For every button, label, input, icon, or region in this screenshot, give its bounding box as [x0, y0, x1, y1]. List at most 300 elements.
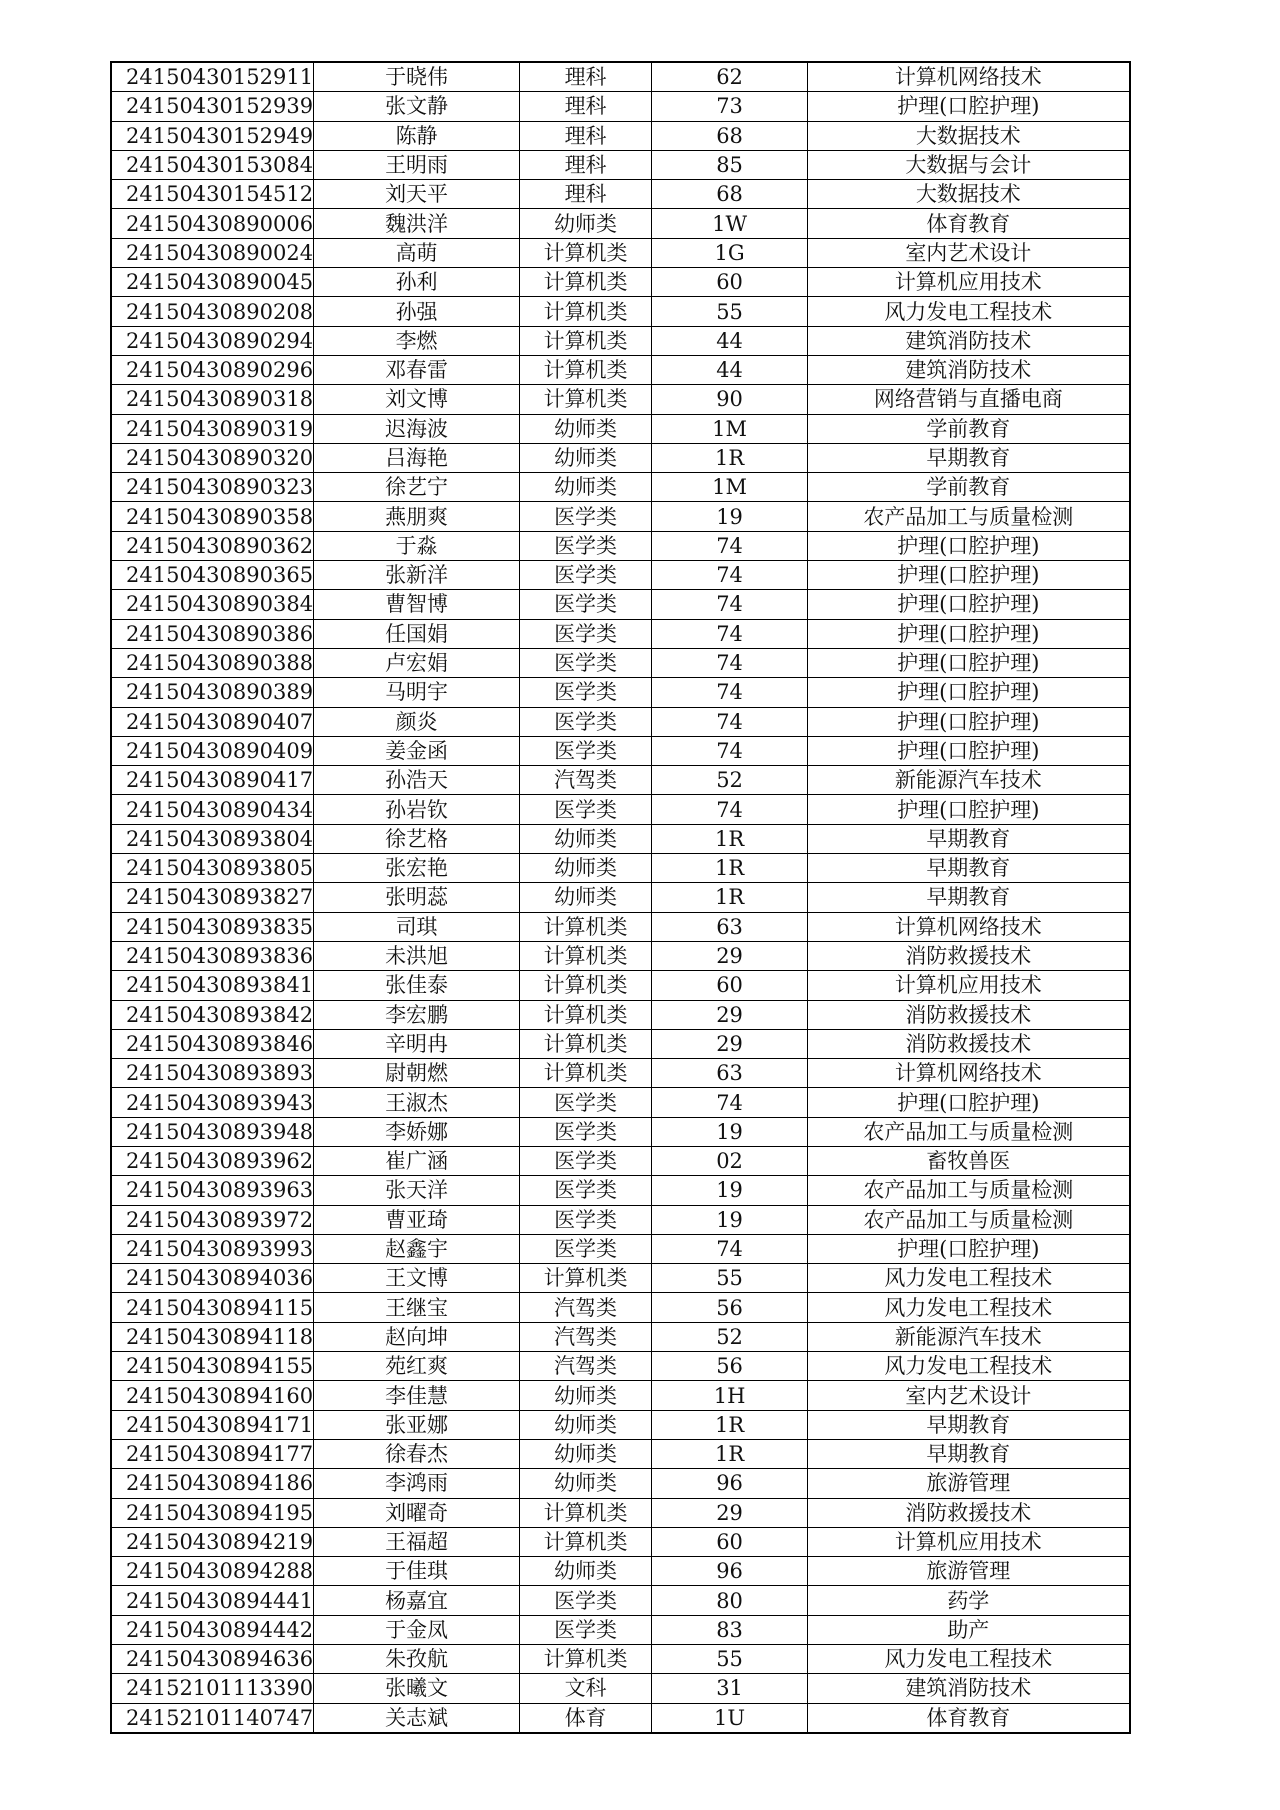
name-cell: 张明蕊	[314, 883, 520, 912]
name-cell: 未洪旭	[314, 941, 520, 970]
candidate-id-cell: 24150430890362	[111, 531, 314, 560]
category-cell: 汽驾类	[520, 1293, 652, 1322]
name-cell: 徐艺格	[314, 824, 520, 853]
category-cell: 计算机类	[520, 1527, 652, 1556]
candidate-id-cell: 24150430894036	[111, 1264, 314, 1293]
major-cell: 消防救援技术	[808, 1498, 1130, 1527]
category-cell: 幼师类	[520, 1439, 652, 1468]
name-cell: 赵鑫宇	[314, 1234, 520, 1263]
table-row	[111, 1059, 1130, 1088]
major-cell: 早期教育	[808, 443, 1130, 472]
category-cell: 医学类	[520, 1176, 652, 1205]
code-cell: 29	[652, 1498, 808, 1527]
major-cell: 护理(口腔护理)	[808, 561, 1130, 590]
name-cell: 李燃	[314, 326, 520, 355]
candidate-id-cell: 24150430890365	[111, 561, 314, 590]
code-cell: 74	[652, 561, 808, 590]
name-cell: 辛明冉	[314, 1029, 520, 1058]
category-cell: 幼师类	[520, 1469, 652, 1498]
code-cell: 1H	[652, 1381, 808, 1410]
candidate-id-cell: 24150430893846	[111, 1029, 314, 1058]
code-cell: 31	[652, 1674, 808, 1703]
major-cell: 大数据技术	[808, 121, 1130, 150]
code-cell: 1W	[652, 209, 808, 238]
category-cell: 理科	[520, 62, 652, 92]
major-cell: 大数据技术	[808, 180, 1130, 209]
category-cell: 计算机类	[520, 1000, 652, 1029]
table-row	[111, 209, 1130, 238]
table-row	[111, 941, 1130, 970]
candidate-id-cell: 24150430894155	[111, 1352, 314, 1381]
candidate-id-cell: 24150430894442	[111, 1615, 314, 1644]
name-cell: 于金凤	[314, 1615, 520, 1644]
major-cell: 护理(口腔护理)	[808, 795, 1130, 824]
table-row	[111, 1586, 1130, 1615]
code-cell: 55	[652, 297, 808, 326]
table-row	[111, 1352, 1130, 1381]
candidate-id-cell: 24150430893963	[111, 1176, 314, 1205]
name-cell: 刘天平	[314, 180, 520, 209]
candidate-id-cell: 24150430890323	[111, 473, 314, 502]
name-cell: 李宏鹏	[314, 1000, 520, 1029]
candidate-id-cell: 24150430893962	[111, 1146, 314, 1175]
category-cell: 医学类	[520, 1615, 652, 1644]
table-row	[111, 92, 1130, 121]
code-cell: 96	[652, 1557, 808, 1586]
major-cell: 药学	[808, 1586, 1130, 1615]
candidate-id-cell: 24150430893836	[111, 941, 314, 970]
candidate-id-cell: 24150430890407	[111, 707, 314, 736]
candidate-id-cell: 24150430152939	[111, 92, 314, 121]
name-cell: 徐春杰	[314, 1439, 520, 1468]
candidate-id-cell: 24150430890384	[111, 590, 314, 619]
candidate-id-cell: 24150430893841	[111, 971, 314, 1000]
major-cell: 新能源汽车技术	[808, 1322, 1130, 1351]
name-cell: 曹智博	[314, 590, 520, 619]
major-cell: 消防救援技术	[808, 1000, 1130, 1029]
candidate-id-cell: 24150430894219	[111, 1527, 314, 1556]
candidate-id-cell: 24150430890386	[111, 619, 314, 648]
category-cell: 医学类	[520, 678, 652, 707]
name-cell: 李娇娜	[314, 1117, 520, 1146]
category-cell: 医学类	[520, 1117, 652, 1146]
candidate-id-cell: 24150430894186	[111, 1469, 314, 1498]
category-cell: 医学类	[520, 1205, 652, 1234]
major-cell: 风力发电工程技术	[808, 297, 1130, 326]
table-row	[111, 62, 1130, 92]
code-cell: 1G	[652, 238, 808, 267]
code-cell: 83	[652, 1615, 808, 1644]
candidate-id-cell: 24150430890389	[111, 678, 314, 707]
table-row	[111, 414, 1130, 443]
candidate-id-cell: 24150430152949	[111, 121, 314, 150]
major-cell: 体育教育	[808, 209, 1130, 238]
candidate-id-cell: 24150430894177	[111, 1439, 314, 1468]
code-cell: 1R	[652, 854, 808, 883]
candidate-id-cell: 24150430893842	[111, 1000, 314, 1029]
category-cell: 计算机类	[520, 912, 652, 941]
code-cell: 19	[652, 502, 808, 531]
name-cell: 张天洋	[314, 1176, 520, 1205]
table-row	[111, 1176, 1130, 1205]
table-row	[111, 121, 1130, 150]
table-row	[111, 1234, 1130, 1263]
name-cell: 徐艺宁	[314, 473, 520, 502]
category-cell: 医学类	[520, 648, 652, 677]
table-row	[111, 1205, 1130, 1234]
major-cell: 助产	[808, 1615, 1130, 1644]
code-cell: 1R	[652, 443, 808, 472]
candidate-id-cell: 24150430894160	[111, 1381, 314, 1410]
code-cell: 02	[652, 1146, 808, 1175]
candidate-id-cell: 24150430893835	[111, 912, 314, 941]
category-cell: 医学类	[520, 736, 652, 765]
code-cell: 74	[652, 590, 808, 619]
category-cell: 计算机类	[520, 1059, 652, 1088]
candidate-id-cell: 24150430894636	[111, 1645, 314, 1674]
table-row	[111, 1439, 1130, 1468]
name-cell: 张佳泰	[314, 971, 520, 1000]
category-cell: 医学类	[520, 531, 652, 560]
major-cell: 护理(口腔护理)	[808, 590, 1130, 619]
name-cell: 尉朝燃	[314, 1059, 520, 1088]
table-row	[111, 1117, 1130, 1146]
table-row	[111, 883, 1130, 912]
candidate-id-cell: 24150430893893	[111, 1059, 314, 1088]
code-cell: 74	[652, 531, 808, 560]
major-cell: 早期教育	[808, 1439, 1130, 1468]
major-cell: 新能源汽车技术	[808, 766, 1130, 795]
code-cell: 55	[652, 1264, 808, 1293]
category-cell: 幼师类	[520, 883, 652, 912]
major-cell: 计算机应用技术	[808, 1527, 1130, 1556]
table-row	[111, 795, 1130, 824]
code-cell: 56	[652, 1352, 808, 1381]
candidate-id-cell: 24150430894115	[111, 1293, 314, 1322]
name-cell: 刘文博	[314, 385, 520, 414]
table-row	[111, 648, 1130, 677]
name-cell: 王明雨	[314, 150, 520, 179]
candidate-id-cell: 24150430153084	[111, 150, 314, 179]
name-cell: 颜炎	[314, 707, 520, 736]
major-cell: 护理(口腔护理)	[808, 92, 1130, 121]
category-cell: 幼师类	[520, 443, 652, 472]
major-cell: 早期教育	[808, 883, 1130, 912]
major-cell: 计算机应用技术	[808, 268, 1130, 297]
category-cell: 计算机类	[520, 1264, 652, 1293]
name-cell: 司琪	[314, 912, 520, 941]
name-cell: 迟海波	[314, 414, 520, 443]
category-cell: 幼师类	[520, 1381, 652, 1410]
table-row	[111, 1557, 1130, 1586]
name-cell: 于淼	[314, 531, 520, 560]
table-row	[111, 1381, 1130, 1410]
candidate-id-cell: 24150430890208	[111, 297, 314, 326]
category-cell: 文科	[520, 1674, 652, 1703]
table-row	[111, 355, 1130, 384]
candidate-id-cell: 24150430154512	[111, 180, 314, 209]
major-cell: 风力发电工程技术	[808, 1352, 1130, 1381]
table-row	[111, 971, 1130, 1000]
table-row	[111, 1146, 1130, 1175]
category-cell: 计算机类	[520, 326, 652, 355]
table-row	[111, 502, 1130, 531]
code-cell: 85	[652, 150, 808, 179]
table-row	[111, 678, 1130, 707]
candidate-id-cell: 24150430890320	[111, 443, 314, 472]
major-cell: 护理(口腔护理)	[808, 736, 1130, 765]
candidate-id-cell: 24150430890417	[111, 766, 314, 795]
code-cell: 74	[652, 1088, 808, 1117]
candidate-id-cell: 24150430890296	[111, 355, 314, 384]
category-cell: 医学类	[520, 1146, 652, 1175]
table-row	[111, 1088, 1130, 1117]
table-row	[111, 326, 1130, 355]
code-cell: 19	[652, 1176, 808, 1205]
category-cell: 幼师类	[520, 824, 652, 853]
major-cell: 风力发电工程技术	[808, 1293, 1130, 1322]
major-cell: 早期教育	[808, 824, 1130, 853]
major-cell: 畜牧兽医	[808, 1146, 1130, 1175]
candidate-id-cell: 24152101140747	[111, 1703, 314, 1733]
major-cell: 农产品加工与质量检测	[808, 1176, 1130, 1205]
code-cell: 44	[652, 326, 808, 355]
code-cell: 96	[652, 1469, 808, 1498]
candidate-id-cell: 24150430890409	[111, 736, 314, 765]
admission-table-body	[111, 62, 1130, 1733]
table-row	[111, 1703, 1130, 1733]
table-row	[111, 473, 1130, 502]
code-cell: 1R	[652, 824, 808, 853]
code-cell: 1M	[652, 414, 808, 443]
table-row	[111, 619, 1130, 648]
name-cell: 苑红爽	[314, 1352, 520, 1381]
table-row	[111, 1674, 1130, 1703]
name-cell: 张文静	[314, 92, 520, 121]
major-cell: 护理(口腔护理)	[808, 1234, 1130, 1263]
name-cell: 于晓伟	[314, 62, 520, 92]
code-cell: 74	[652, 707, 808, 736]
major-cell: 建筑消防技术	[808, 355, 1130, 384]
category-cell: 计算机类	[520, 268, 652, 297]
code-cell: 1R	[652, 883, 808, 912]
category-cell: 幼师类	[520, 414, 652, 443]
category-cell: 医学类	[520, 1234, 652, 1263]
candidate-id-cell: 24150430893804	[111, 824, 314, 853]
name-cell: 王淑杰	[314, 1088, 520, 1117]
code-cell: 74	[652, 678, 808, 707]
category-cell: 医学类	[520, 561, 652, 590]
category-cell: 计算机类	[520, 941, 652, 970]
code-cell: 74	[652, 619, 808, 648]
major-cell: 大数据与会计	[808, 150, 1130, 179]
name-cell: 姜金函	[314, 736, 520, 765]
table-row	[111, 297, 1130, 326]
name-cell: 王福超	[314, 1527, 520, 1556]
category-cell: 医学类	[520, 1088, 652, 1117]
table-row	[111, 824, 1130, 853]
name-cell: 张新洋	[314, 561, 520, 590]
table-row	[111, 1645, 1130, 1674]
category-cell: 汽驾类	[520, 1352, 652, 1381]
code-cell: 74	[652, 648, 808, 677]
code-cell: 29	[652, 1029, 808, 1058]
table-row	[111, 150, 1130, 179]
name-cell: 燕朋爽	[314, 502, 520, 531]
code-cell: 29	[652, 941, 808, 970]
candidate-id-cell: 24150430893948	[111, 1117, 314, 1146]
code-cell: 52	[652, 766, 808, 795]
major-cell: 旅游管理	[808, 1469, 1130, 1498]
table-row	[111, 736, 1130, 765]
category-cell: 幼师类	[520, 209, 652, 238]
name-cell: 关志斌	[314, 1703, 520, 1733]
category-cell: 幼师类	[520, 1410, 652, 1439]
category-cell: 体育	[520, 1703, 652, 1733]
name-cell: 王继宝	[314, 1293, 520, 1322]
category-cell: 汽驾类	[520, 1322, 652, 1351]
category-cell: 理科	[520, 180, 652, 209]
name-cell: 邓春雷	[314, 355, 520, 384]
category-cell: 幼师类	[520, 854, 652, 883]
table-row	[111, 1000, 1130, 1029]
table-row	[111, 1264, 1130, 1293]
code-cell: 90	[652, 385, 808, 414]
table-row	[111, 707, 1130, 736]
category-cell: 计算机类	[520, 385, 652, 414]
major-cell: 农产品加工与质量检测	[808, 1117, 1130, 1146]
code-cell: 62	[652, 62, 808, 92]
category-cell: 理科	[520, 121, 652, 150]
name-cell: 张曦文	[314, 1674, 520, 1703]
name-cell: 曹亚琦	[314, 1205, 520, 1234]
category-cell: 计算机类	[520, 1029, 652, 1058]
name-cell: 孙利	[314, 268, 520, 297]
table-row	[111, 238, 1130, 267]
name-cell: 高萌	[314, 238, 520, 267]
candidate-id-cell: 24150430894118	[111, 1322, 314, 1351]
code-cell: 73	[652, 92, 808, 121]
table-row	[111, 766, 1130, 795]
table-row	[111, 561, 1130, 590]
table-row	[111, 531, 1130, 560]
code-cell: 60	[652, 268, 808, 297]
candidate-id-cell: 24150430890358	[111, 502, 314, 531]
candidate-id-cell: 24150430890024	[111, 238, 314, 267]
major-cell: 护理(口腔护理)	[808, 707, 1130, 736]
candidate-id-cell: 24150430894195	[111, 1498, 314, 1527]
major-cell: 早期教育	[808, 854, 1130, 883]
category-cell: 医学类	[520, 590, 652, 619]
category-cell: 计算机类	[520, 238, 652, 267]
name-cell: 魏洪洋	[314, 209, 520, 238]
table-row	[111, 1469, 1130, 1498]
category-cell: 医学类	[520, 795, 652, 824]
table-row	[111, 443, 1130, 472]
code-cell: 44	[652, 355, 808, 384]
name-cell: 崔广涵	[314, 1146, 520, 1175]
category-cell: 计算机类	[520, 297, 652, 326]
code-cell: 68	[652, 121, 808, 150]
code-cell: 56	[652, 1293, 808, 1322]
name-cell: 孙浩天	[314, 766, 520, 795]
table-row	[111, 1322, 1130, 1351]
code-cell: 60	[652, 1527, 808, 1556]
major-cell: 护理(口腔护理)	[808, 531, 1130, 560]
category-cell: 计算机类	[520, 1498, 652, 1527]
major-cell: 建筑消防技术	[808, 1674, 1130, 1703]
major-cell: 早期教育	[808, 1410, 1130, 1439]
major-cell: 护理(口腔护理)	[808, 678, 1130, 707]
code-cell: 74	[652, 736, 808, 765]
name-cell: 李鸿雨	[314, 1469, 520, 1498]
name-cell: 张亚娜	[314, 1410, 520, 1439]
table-row	[111, 1293, 1130, 1322]
table-row	[111, 1410, 1130, 1439]
category-cell: 理科	[520, 92, 652, 121]
category-cell: 幼师类	[520, 473, 652, 502]
name-cell: 张宏艳	[314, 854, 520, 883]
name-cell: 孙岩钦	[314, 795, 520, 824]
major-cell: 建筑消防技术	[808, 326, 1130, 355]
table-row	[111, 1029, 1130, 1058]
code-cell: 74	[652, 1234, 808, 1263]
name-cell: 卢宏娟	[314, 648, 520, 677]
code-cell: 1R	[652, 1410, 808, 1439]
name-cell: 杨嘉宜	[314, 1586, 520, 1615]
code-cell: 1R	[652, 1439, 808, 1468]
major-cell: 计算机网络技术	[808, 62, 1130, 92]
major-cell: 体育教育	[808, 1703, 1130, 1733]
major-cell: 消防救援技术	[808, 941, 1130, 970]
table-row	[111, 854, 1130, 883]
name-cell: 朱孜航	[314, 1645, 520, 1674]
candidate-id-cell: 24150430890388	[111, 648, 314, 677]
code-cell: 29	[652, 1000, 808, 1029]
code-cell: 1M	[652, 473, 808, 502]
major-cell: 护理(口腔护理)	[808, 1088, 1130, 1117]
category-cell: 计算机类	[520, 971, 652, 1000]
category-cell: 医学类	[520, 502, 652, 531]
candidate-id-cell: 24150430890318	[111, 385, 314, 414]
major-cell: 消防救援技术	[808, 1029, 1130, 1058]
major-cell: 网络营销与直播电商	[808, 385, 1130, 414]
name-cell: 李佳慧	[314, 1381, 520, 1410]
category-cell: 医学类	[520, 1586, 652, 1615]
candidate-id-cell: 24150430894288	[111, 1557, 314, 1586]
candidate-id-cell: 24150430893993	[111, 1234, 314, 1263]
name-cell: 于佳琪	[314, 1557, 520, 1586]
candidate-id-cell: 24150430152911	[111, 62, 314, 92]
candidate-id-cell: 24150430890434	[111, 795, 314, 824]
category-cell: 理科	[520, 150, 652, 179]
code-cell: 63	[652, 912, 808, 941]
table-row	[111, 385, 1130, 414]
candidate-id-cell: 24150430894441	[111, 1586, 314, 1615]
candidate-id-cell: 24150430890294	[111, 326, 314, 355]
candidate-id-cell: 24150430893805	[111, 854, 314, 883]
category-cell: 计算机类	[520, 355, 652, 384]
candidate-id-cell: 24150430893943	[111, 1088, 314, 1117]
major-cell: 学前教育	[808, 473, 1130, 502]
code-cell: 1U	[652, 1703, 808, 1733]
name-cell: 吕海艳	[314, 443, 520, 472]
major-cell: 风力发电工程技术	[808, 1645, 1130, 1674]
code-cell: 19	[652, 1117, 808, 1146]
table-row	[111, 912, 1130, 941]
major-cell: 农产品加工与质量检测	[808, 1205, 1130, 1234]
table-row	[111, 1498, 1130, 1527]
